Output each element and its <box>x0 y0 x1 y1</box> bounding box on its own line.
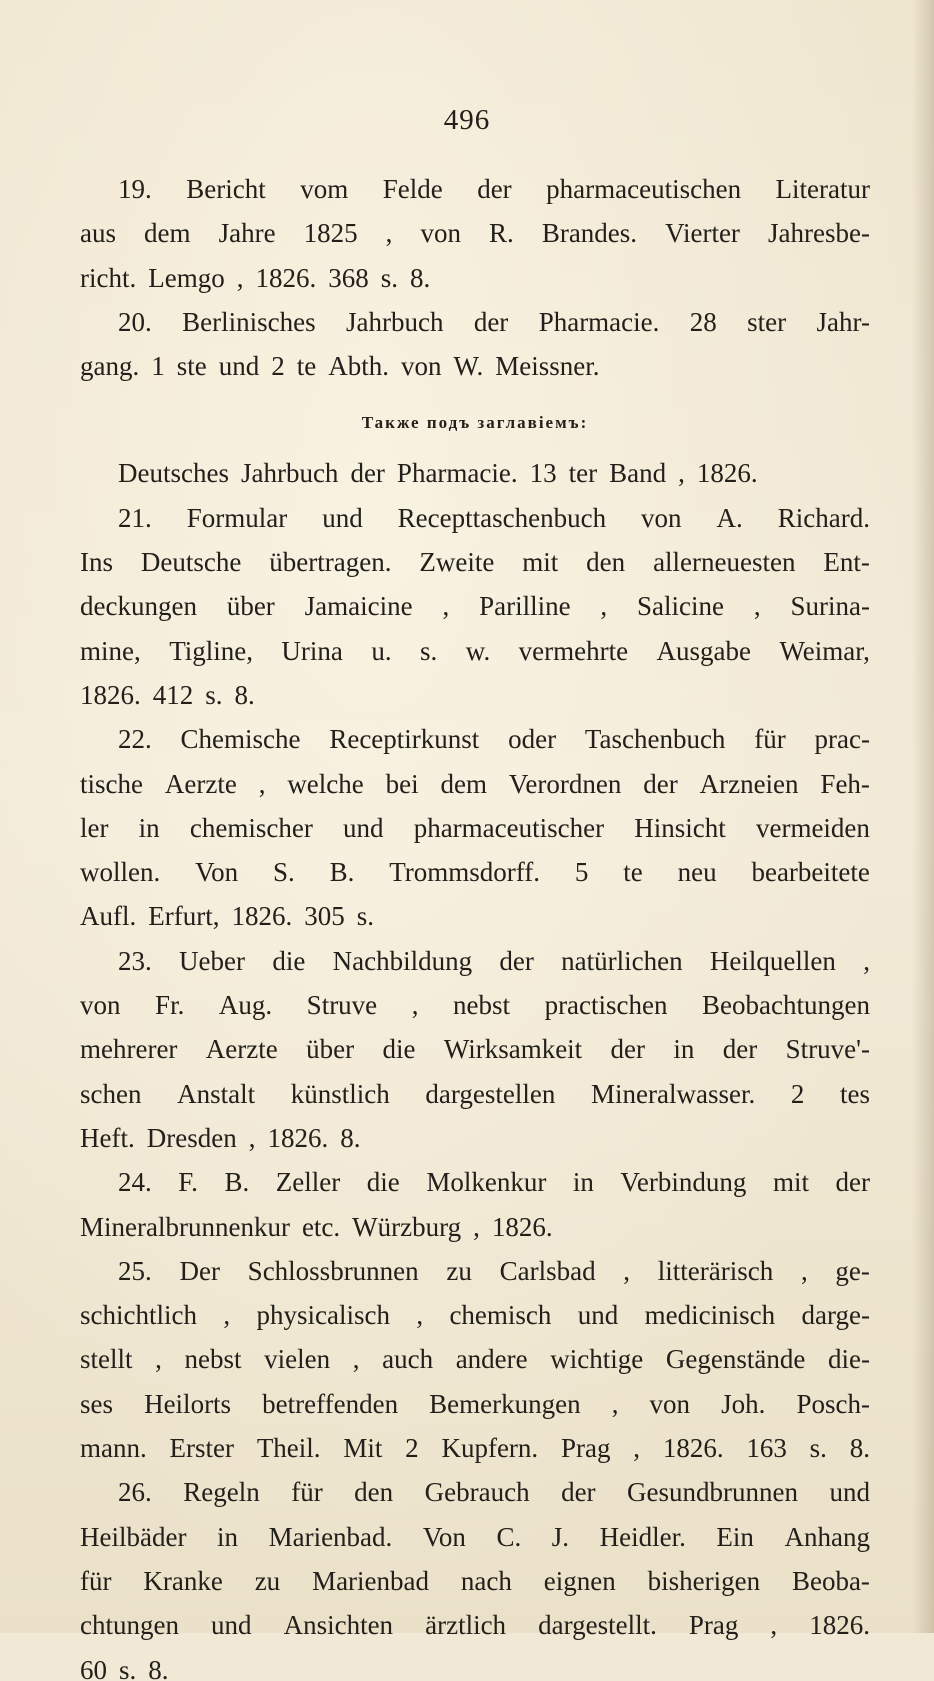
entries-after-heading <box>80 458 870 1680</box>
text-line: Mineralbrunnenkur etc. Würzburg , 1826. <box>80 1211 553 1242</box>
text-line: 60 s. 8. <box>80 1654 169 1681</box>
text-line: ler in chemischer und pharmaceutischer Hinsicht vermeiden <box>80 812 870 843</box>
text-line: Heft. Dresden , 1826. 8. <box>80 1122 361 1153</box>
text-line: Ins Deutsche übertragen. Zweite mit den allerneuesten Ent- <box>80 547 870 578</box>
text-line: 20. Berlinisches Jahrbuch der Pharmacie. 28 ster Jahr- <box>118 306 870 337</box>
section-heading <box>80 395 870 450</box>
section-heading-text: Также подъ заглавіемъ: <box>361 412 589 432</box>
text-line: Aufl. Erfurt, 1826. 305 s. <box>80 901 374 932</box>
text-block <box>80 174 870 1681</box>
text-line: stellt , nebst vielen , auch andere wichtige Gegenstände die- <box>80 1344 870 1375</box>
text-line: 22. Chemische Receptirkunst oder Taschenbuch für prac- <box>118 724 870 755</box>
text-line: 19. Bericht vom Felde der pharmaceutischen Literatur <box>118 174 870 204</box>
text-line: für Kranke zu Marienbad nach eignen bisherigen Beoba- <box>80 1565 870 1596</box>
text-line: 26. Regeln für den Gebrauch der Gesundbrunnen und <box>118 1477 870 1508</box>
text-line: gang. 1 ste und 2 te Abth. von W. Meissner. <box>80 351 600 382</box>
text-line: 23. Ueber die Nachbildung der natürlichen Heilquellen , <box>118 945 870 976</box>
entries-before-heading <box>80 174 870 395</box>
text-line: ses Heilorts betreffenden Bemerkungen , von Joh. Posch- <box>80 1388 870 1419</box>
text-line: 21. Formular und Recepttaschenbuch von A. Richard. <box>118 502 870 533</box>
text-line: Deutsches Jahrbuch der Pharmacie. 13 ter Band , 1826. <box>118 458 758 489</box>
text-line: chtungen und Ansichten ärztlich dargestellt. Prag , 1826. <box>80 1610 870 1641</box>
text-line: Heilbäder in Marienbad. Von C. J. Heidler. Ein Anhang <box>80 1521 870 1552</box>
page-edge-shadow <box>912 0 934 1633</box>
text-line: 1826. 412 s. 8. <box>80 679 255 710</box>
text-line: wollen. Von S. B. Trommsdorff. 5 te neu bearbeitete <box>80 857 870 888</box>
text-line: mehrerer Aerzte über die Wirksamkeit der in der Struve'- <box>80 1034 870 1065</box>
text-line: deckungen über Jamaicine , Parilline , Salicine , Surina- <box>80 591 870 622</box>
text-line: 24. F. B. Zeller die Molkenkur in Verbindung mit der <box>118 1167 870 1198</box>
text-line: von Fr. Aug. Struve , nebst practischen Beobachtungen <box>80 990 870 1021</box>
text-line: aus dem Jahre 1825 , von R. Brandes. Vierter Jahresbe- <box>80 218 870 249</box>
text-line: tische Aerzte , welche bei dem Verordnen der Arzneien Feh- <box>80 768 870 799</box>
text-line: richt. Lemgo , 1826. 368 s. 8. <box>80 262 431 293</box>
text-line: schichtlich , physicalisch , chemisch und medicinisch darge- <box>80 1300 870 1331</box>
text-line: mann. Erster Theil. Mit 2 Kupfern. Prag , 1826. 163 s. 8. <box>80 1433 870 1464</box>
text-line: 25. Der Schlossbrunnen zu Carlsbad , litterärisch , ge- <box>118 1255 870 1286</box>
text-line: schen Anstalt künstlich dargestellen Mineralwasser. 2 tes <box>80 1078 870 1109</box>
text-line: mine, Tigline, Urina u. s. w. vermehrte Ausgabe Weimar, <box>80 635 870 666</box>
page-number: 496 <box>443 104 491 136</box>
